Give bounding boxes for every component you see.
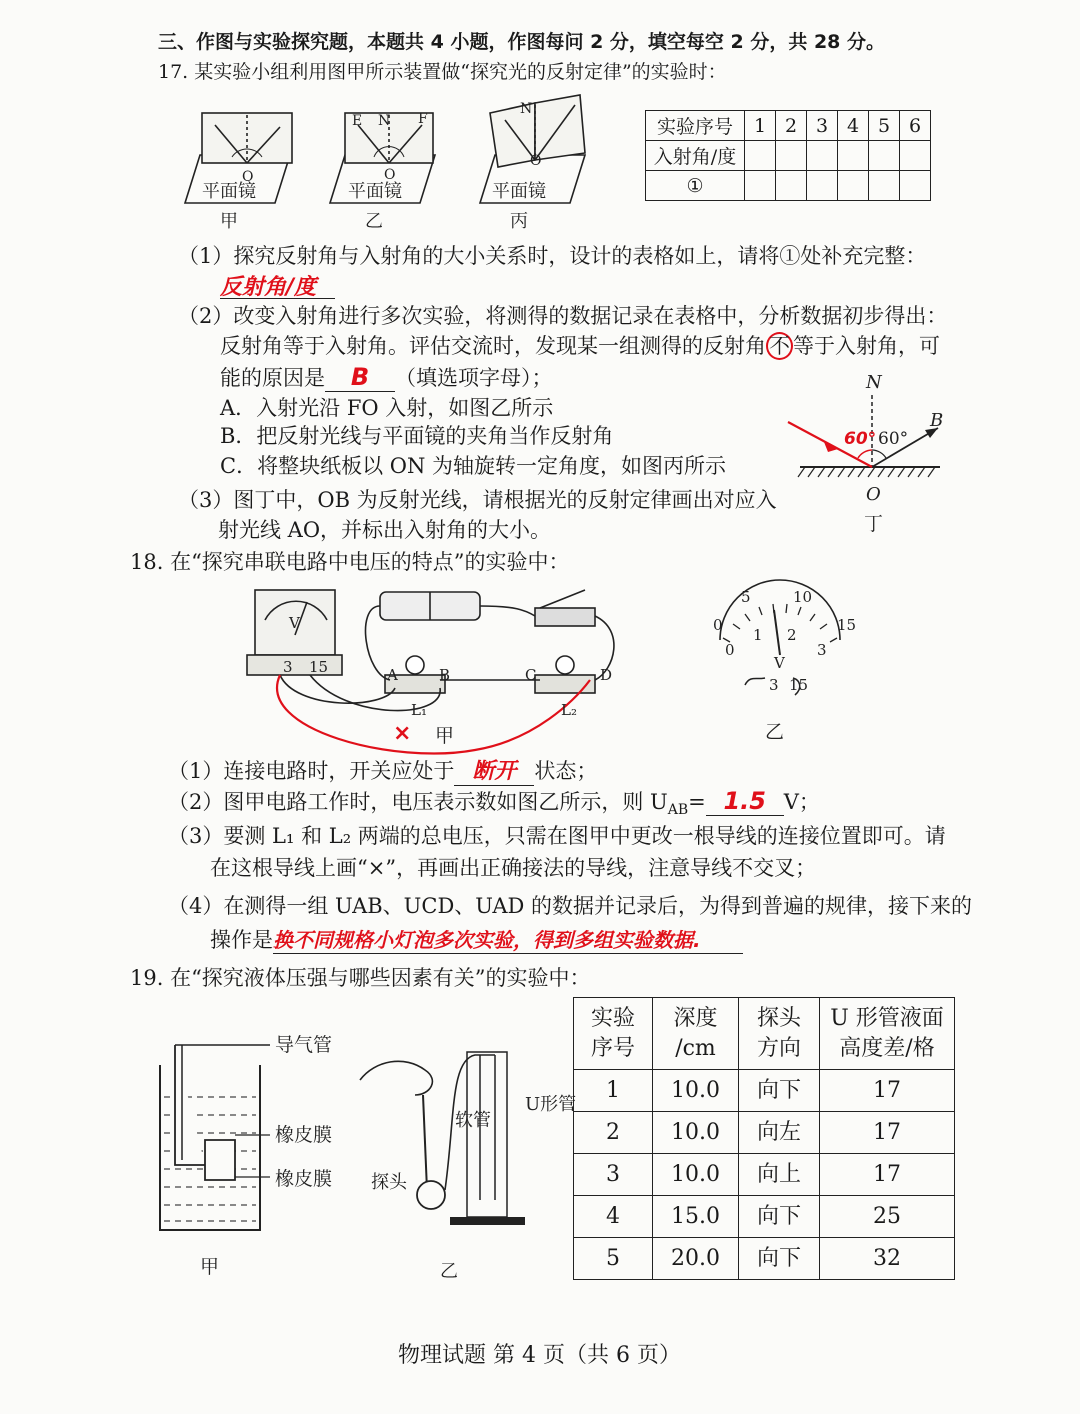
dial-10: 10 [793,588,813,606]
q17-p2-text-a: 反射角等于入射角。评估交流时，发现某一组测得的反射角 [220,334,766,358]
dial-2: 2 [787,626,797,644]
table-row: 2 10.0 向左 17 [574,1112,955,1154]
lamp-l1-label: L₁ [411,701,427,719]
dial-5: 5 [741,588,751,606]
fig-b-o: O [384,167,396,183]
q17-stem: 17. 某实验小组利用图甲所示装置做“探究光的反射定律”的实验时： [158,61,727,83]
q17-p2-text-c: 等于入射角，可 [793,334,940,358]
q17-p2-text-d: 能的原因是 [220,366,325,390]
table-cell: 1 [745,111,776,141]
fig-b-caption: 乙 [365,211,383,232]
fig-b-mirror: 平面镜 [348,181,402,202]
fig-d-caption: 丁 [864,513,884,535]
q18-stem: 18. 在“探究串联电路中电压的特点”的实验中： [130,550,570,574]
lamp-l2 [556,656,574,674]
q17-p1-blank [220,270,335,299]
voltmeter-v: V [289,614,300,632]
q17-mirror-figures [180,85,620,235]
q18-p4-text-a: 操作是 [210,928,273,952]
q19-data-table [573,997,955,1280]
label-film-1: 橡皮膜 [275,1124,333,1146]
node-c: C [525,666,537,684]
air-tube [175,1045,235,1180]
q17-p2-answer: B [350,363,370,391]
dial-terminal-3: 3 [769,676,779,694]
q18-p4-answer: 换不同规格小灯泡多次实验，得到多组实验数据. [273,928,701,952]
q17-p2-circled: 不 [766,332,793,360]
fig-c-mirror: 平面镜 [492,181,546,202]
switch [535,608,595,626]
fig-a-caption: 甲 [220,211,238,232]
q17-p2-text-e: （填选项字母）； [395,366,553,390]
q18-p2-sub: AB [667,802,689,819]
node-b: B [439,666,451,684]
q17-option-c: C．将整块纸板以 ON 为轴旋转一定角度，如图丙所示 [220,454,727,478]
q17-data-table [645,110,931,201]
table-cell: 4 [838,111,869,141]
probe [417,1181,445,1209]
table-cell: ① [646,171,745,201]
q18-p2-text-a: （2）图甲电路工作时，电压表示数如图乙所示，则 U [168,790,668,814]
q17-p2-blank [325,363,395,392]
q19-fig-a [150,1035,350,1285]
node-d: D [600,666,613,684]
q18-p1-text-a: （1）连接电路时，开关应处于 [168,759,455,783]
circuit-caption: 甲 [435,725,455,747]
table-header: 实验 序号 [574,998,653,1070]
table-cell: 6 [900,111,931,141]
table-header: 探头 方向 [739,998,820,1070]
dial-0-upper: 0 [713,616,723,634]
q18-p2 [168,786,820,818]
q18-p4-line1: （4）在测得一组 UAB、UCD、UAD 的数据并记录后，为得到普遍的规律，接下来的 [168,894,973,918]
q18-p2-answer: 1.5 [723,787,766,815]
label-film-2: 橡皮膜 [275,1168,333,1190]
fig-c-o: O [530,153,542,169]
fig-c-caption: 丙 [510,211,528,232]
fig-b-n: N [378,113,391,129]
terminal-15: 15 [309,658,329,676]
q18-p1 [168,754,597,786]
label-probe: 探头 [371,1172,407,1193]
fig-d-angle: 60° [878,429,909,449]
q18-p4-blank [273,924,743,954]
dial-1: 1 [753,626,763,644]
label-air-tube: 导气管 [275,1034,333,1056]
q17-p1: （1）探究反射角与入射角的大小关系时，设计的表格如上，请将①处补充完整： [178,244,927,268]
q18-p3-line1: （3）要测 L₁ 和 L₂ 两端的总电压，只需在图甲中更改一根导线的连接位置即可。请 [168,824,946,848]
fig-a-o: O [242,169,254,185]
dial-3: 3 [817,641,827,659]
node-a: A [387,666,398,684]
table-header: U 形管液面 高度差/格 [820,998,955,1070]
fig-d-b: B [930,410,944,431]
fig-b-caption: 乙 [440,1261,458,1282]
q19-fig-b [355,1040,577,1285]
fig-a-caption: 甲 [200,1256,220,1278]
q17-p1-answer: 反射角/度 [220,275,317,300]
cardboard-a [202,113,292,163]
dial-0-lower: 0 [725,641,735,659]
fig-d-angle-answer: 60° [844,429,877,449]
q18-circuit [235,580,635,750]
table-row: 4 15.0 向下 25 [574,1196,955,1238]
q18-p1-blank [454,754,534,786]
table-row: 1 10.0 向下 17 [574,1070,955,1112]
q17-p2-line3 [220,362,553,392]
q17-p2-line1: （2）改变入射角进行多次实验，将测得的数据记录在表格中，分析数据初步得出： [178,304,948,328]
q17-option-b: B．把反射光线与平面镜的夹角当作反射角 [220,424,614,448]
q18-p2-blank [706,787,784,816]
fig-b-e: E [352,113,363,129]
dial-v: V [774,654,785,672]
q18-p2-text-b: V； [783,790,820,814]
q17-fig-d [780,370,960,540]
lamp-l1 [406,656,424,674]
table-cell: 实验序号 [646,111,745,141]
q17-p3-line1: （3）图丁中，OB 为反射光线，请根据光的反射定律画出对应入 [178,488,777,512]
fig-d-n: N [866,372,882,393]
table-row: 3 10.0 向上 17 [574,1154,955,1196]
section-header: 三、作图与实验探究题，本题共 4 小题，作图每问 2 分，填空每空 2 分，共 28 分。 [158,31,886,53]
label-soft-tube: 软管 [455,1110,491,1131]
q19-stem: 19. 在“探究液体压强与哪些因素有关”的实验中： [130,966,591,990]
q18-p3-line2: 在这根导线上画“×”，再画出正确接法的导线，注意导线不交叉； [210,856,817,880]
table-row: 5 20.0 向下 32 [574,1238,955,1280]
q17-option-a: A．入射光沿 FO 入射，如图乙所示 [220,396,554,420]
table-cell: 入射角/度 [646,141,745,171]
dial-15: 15 [837,616,857,634]
fig-a-mirror: 平面镜 [202,181,256,202]
q18-voltmeter-dial [685,580,875,750]
terminal-3: 3 [283,658,293,676]
hand [360,1061,432,1095]
fig-b-f: F [418,111,428,127]
dial-caption: 乙 [765,721,785,743]
table-cell: 3 [807,111,838,141]
q18-p2-eq: = [688,790,706,814]
q17-p3-line2: 射光线 AO，并标出入射角的大小。 [218,518,552,542]
fig-d-o: O [866,484,881,505]
wire-cross-mark: × [393,721,412,746]
q18-p4-line2 [210,924,743,954]
table-cell: 5 [869,111,900,141]
lamp-l2-label: L₂ [561,701,577,719]
table-cell: 2 [776,111,807,141]
u-tube-base [450,1217,525,1225]
table-header: 深度 /cm [653,998,739,1070]
label-u-tube: U形管 [525,1094,577,1115]
dial-terminal-15: 15 [789,676,809,694]
q18-p1-text-b: 状态； [534,759,598,783]
q17-p2-line2 [220,330,940,360]
page-footer: 物理试题 第 4 页（共 6 页） [398,1343,681,1368]
q18-p1-answer: 断开 [472,759,517,784]
fig-c-n: N [520,101,533,117]
